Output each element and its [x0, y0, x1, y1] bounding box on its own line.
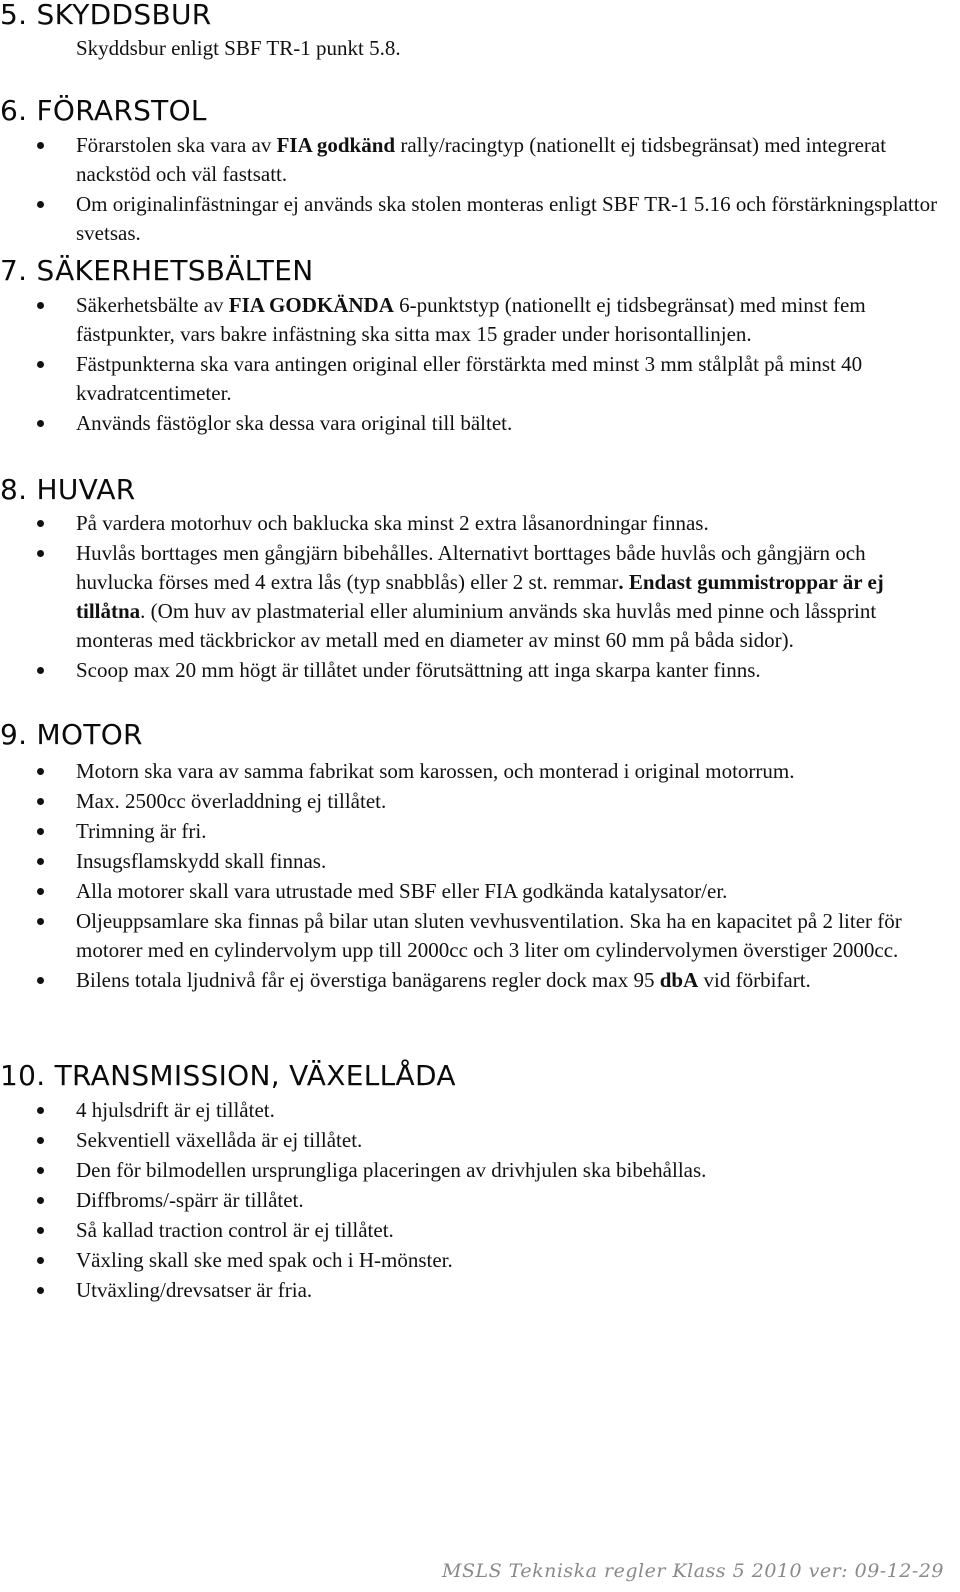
list-item: Växling skall ske med spak och i H-mönster.	[0, 1246, 960, 1275]
section-heading-sakerhetsbalten: 7. SÄKERHETSBÄLTEN	[0, 254, 314, 287]
bullet-icon	[37, 420, 44, 427]
list-forarstol	[0, 131, 960, 249]
bullet-icon	[37, 888, 44, 895]
list-item: På vardera motorhuv och baklucka ska minst 2 extra låsanordningar finnas.	[0, 509, 960, 538]
list-item: Scoop max 20 mm högt är tillåtet under förutsättning att inga skarpa kanter finns.	[0, 656, 960, 685]
list-item: Max. 2500cc överladdning ej tillåtet.	[0, 787, 960, 816]
list-item: 4 hjulsdrift är ej tillåtet.	[0, 1096, 960, 1125]
list-item: Bilens totala ljudnivå får ej överstiga banägarens regler dock max 95 dbA vid förbifart.	[0, 966, 960, 995]
bullet-icon	[37, 858, 44, 865]
bullet-icon	[37, 1107, 44, 1114]
bullet-icon	[37, 768, 44, 775]
bullet-icon	[37, 550, 44, 557]
bullet-icon	[37, 828, 44, 835]
bullet-icon	[37, 1137, 44, 1144]
bullet-icon	[37, 520, 44, 527]
list-motor	[0, 757, 960, 996]
list-item: Fästpunkterna ska vara antingen original eller förstärkta med minst 3 mm stålplåt på minst 40 kvadratcentimeter.	[0, 350, 960, 408]
bullet-icon	[37, 1227, 44, 1234]
list-item: Insugsflamskydd skall finnas.	[0, 847, 960, 876]
list-item: Säkerhetsbälte av FIA GODKÄNDA 6-punktstyp (nationellt ej tidsbegränsat) med minst fem fästpunkter, vars bakre infästning ska sitta max 15 grader under horisontallinjen.	[0, 291, 960, 349]
bullet-icon	[37, 667, 44, 674]
list-item: Motorn ska vara av samma fabrikat som karossen, och monterad i original motorrum.	[0, 757, 960, 786]
bullet-icon	[37, 201, 44, 208]
bullet-icon	[37, 1257, 44, 1264]
list-item: Oljeuppsamlare ska finnas på bilar utan sluten vevhusventilation. Ska ha en kapacitet på 2 liter för motorer med en cylindervolym upp till 2000cc och 3 liter om cylindervolymen överstiger 2000cc.	[0, 907, 960, 965]
bullet-icon	[37, 302, 44, 309]
list-transmission	[0, 1096, 960, 1306]
section-heading-motor: 9. MOTOR	[0, 718, 143, 751]
bullet-icon	[37, 918, 44, 925]
list-item: Används fästöglor ska dessa vara original till bältet.	[0, 409, 960, 438]
list-item: Den för bilmodellen ursprungliga placeringen av drivhjulen ska bibehållas.	[0, 1156, 960, 1185]
bullet-icon	[37, 798, 44, 805]
list-sakerhetsbalten	[0, 291, 960, 439]
bullet-icon	[37, 1167, 44, 1174]
list-item: Så kallad traction control är ej tillåtet.	[0, 1216, 960, 1245]
list-item: Förarstolen ska vara av FIA godkänd rally/racingtyp (nationellt ej tidsbegränsat) med integrerat nackstöd och väl fastsatt.	[0, 131, 960, 189]
section-heading-skyddsbur: 5. SKYDDSBUR	[0, 0, 212, 31]
section-heading-forarstol: 6. FÖRARSTOL	[0, 94, 207, 127]
list-item: Sekventiell växellåda är ej tillåtet.	[0, 1126, 960, 1155]
list-item: Huvlås borttages men gångjärn bibehålles. Alternativt borttages både huvlås och gångjärn och huvlucka förses med 4 extra lås (typ snabblås) eller 2 st. remmar. Endast gummistroppar är ej tillåtna. (Om huv av plastmaterial eller aluminium används ska huvlås med pinne och låssprint monteras med täckbrickor av metall med en diameter av minst 60 mm på båda sidor).	[0, 539, 960, 655]
list-item: Trimning är fri.	[0, 817, 960, 846]
bullet-icon	[37, 142, 44, 149]
page-footer: MSLS Tekniska regler Klass 5 2010 ver: 09-12-29	[441, 1560, 944, 1582]
bullet-icon	[37, 361, 44, 368]
list-item: Utväxling/drevsatser är fria.	[0, 1276, 960, 1305]
bullet-icon	[37, 1197, 44, 1204]
bullet-icon	[37, 977, 44, 984]
list-item: Alla motorer skall vara utrustade med SBF eller FIA godkända katalysator/er.	[0, 877, 960, 906]
list-item: Om originalinfästningar ej används ska stolen monteras enligt SBF TR-1 5.16 och förstärkningsplattor svetsas.	[0, 190, 960, 248]
section-heading-transmission: 10. TRANSMISSION, VÄXELLÅDA	[0, 1059, 456, 1092]
bullet-icon	[37, 1287, 44, 1294]
section-heading-huvar: 8. HUVAR	[0, 473, 136, 506]
section-intro-skyddsbur: Skyddsbur enligt SBF TR-1 punkt 5.8.	[76, 36, 401, 60]
list-item: Diffbroms/-spärr är tillåtet.	[0, 1186, 960, 1215]
list-huvar	[0, 509, 960, 686]
